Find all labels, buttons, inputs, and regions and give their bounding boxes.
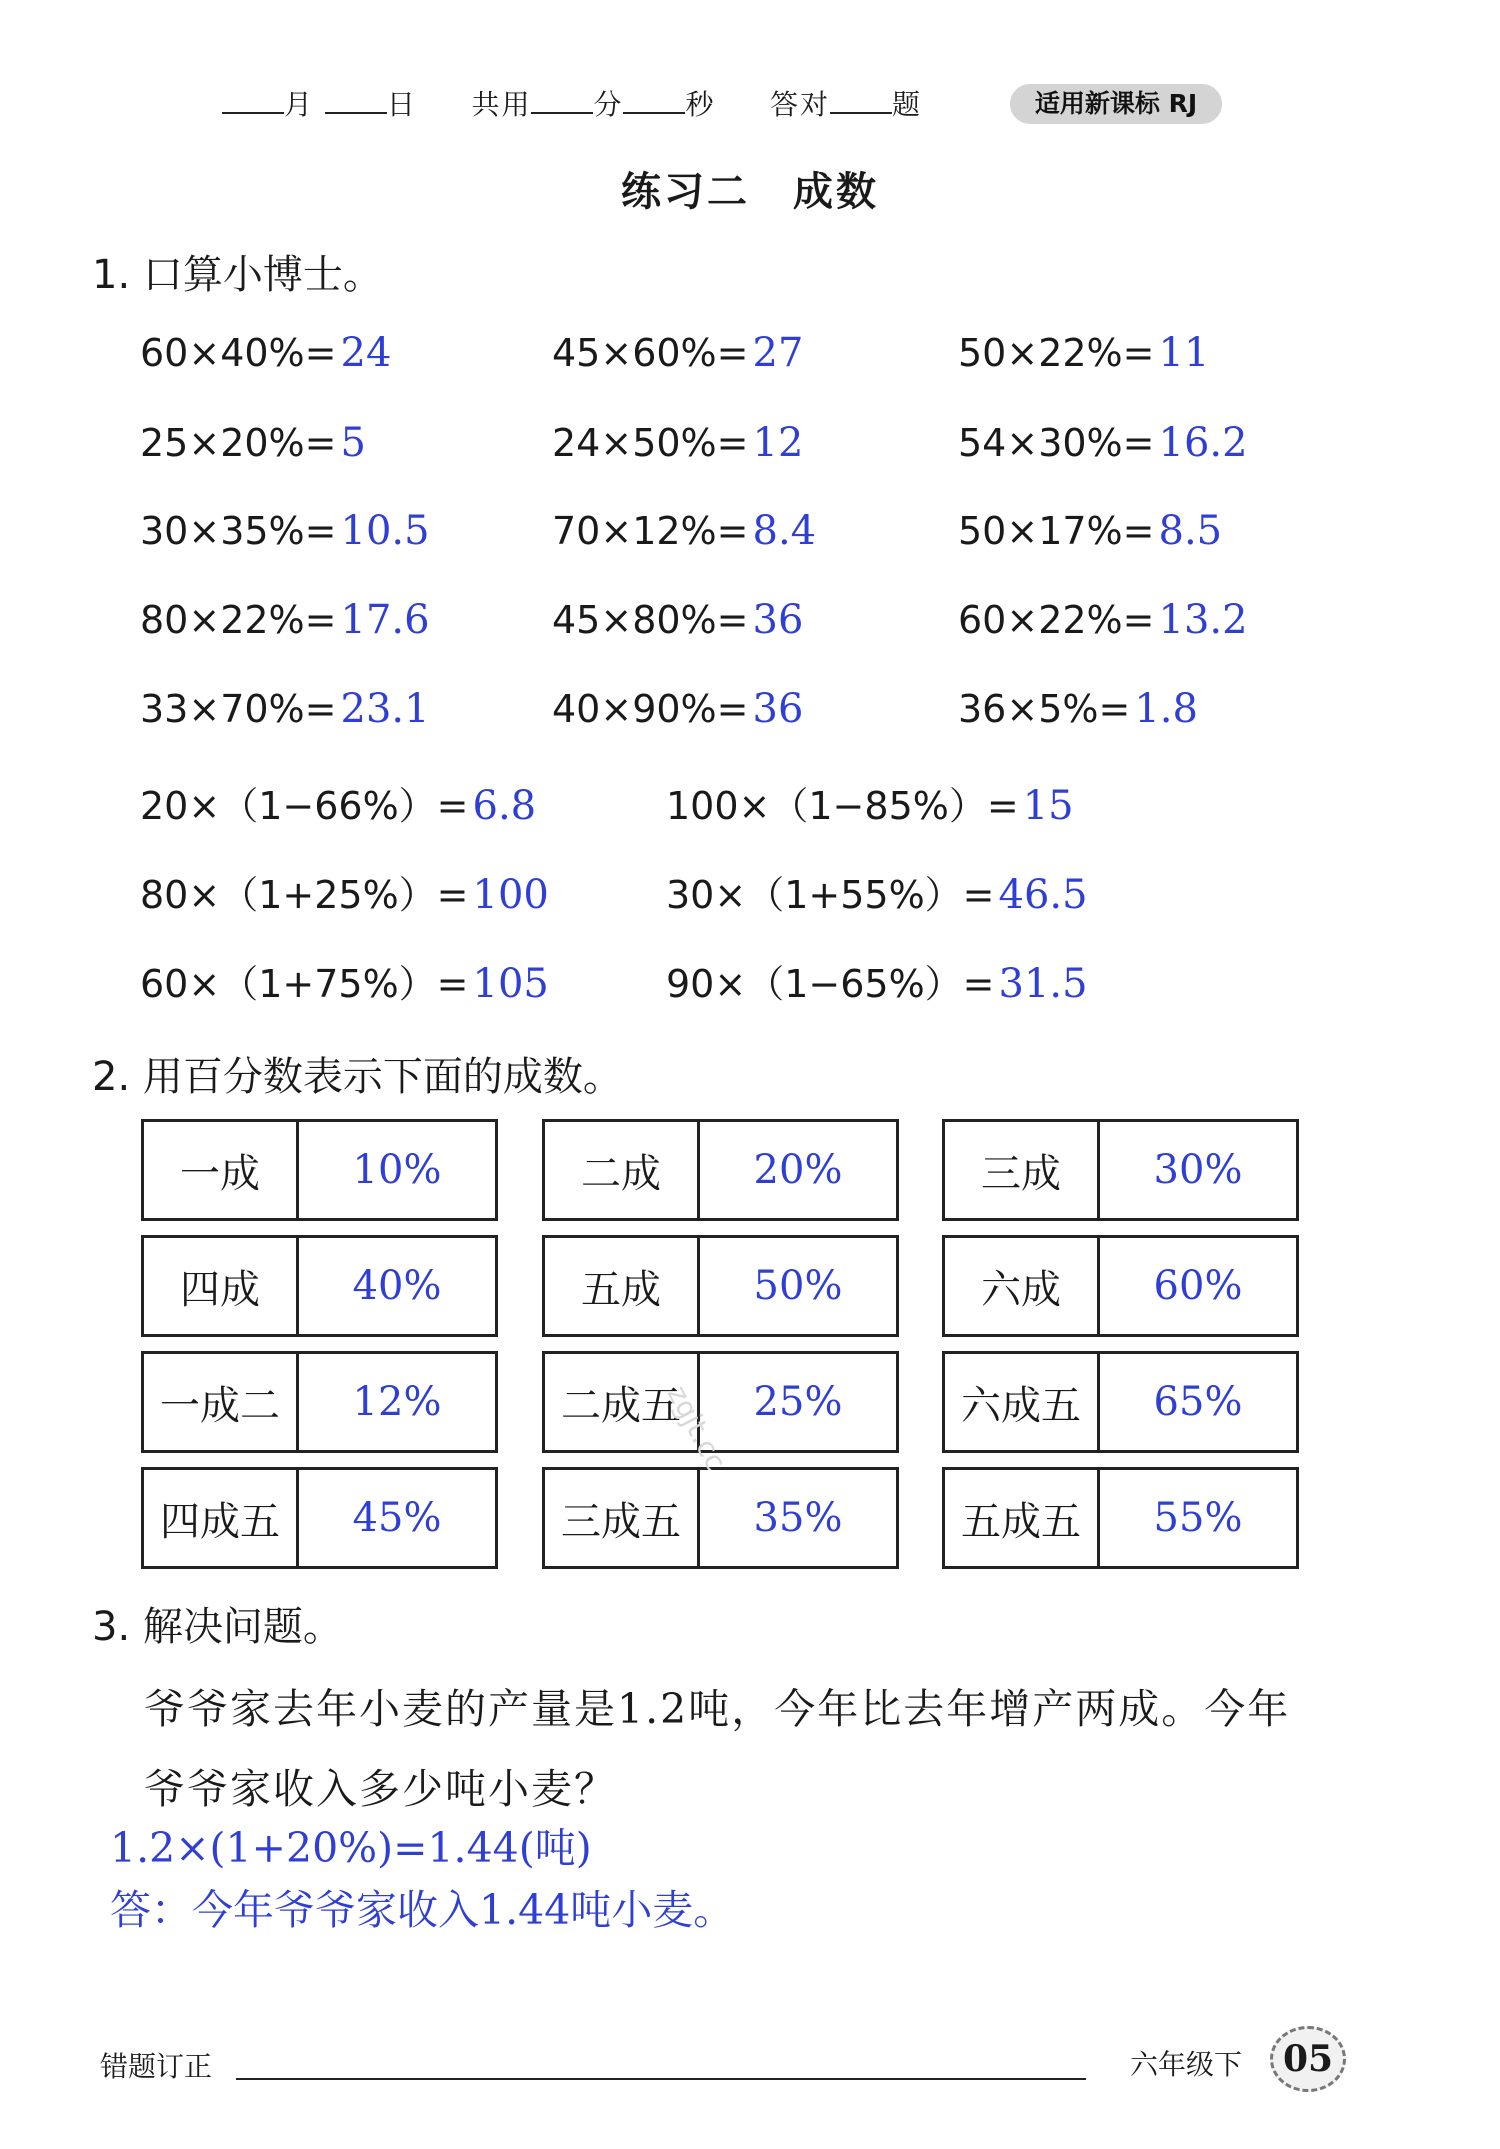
chengshu-label: 一成	[143, 1121, 298, 1220]
section2-heading: 2. 用百分数表示下面的成数。	[92, 1054, 623, 1100]
calc-item	[958, 686, 1198, 732]
problem-line-2: 爷爷家收入多少吨小麦？	[144, 1765, 617, 1813]
calc-item	[666, 864, 1088, 919]
correct-prefix: 答对	[770, 88, 831, 121]
calc-item	[140, 508, 430, 554]
chengshu-label: 六成五	[944, 1353, 1099, 1452]
month-blank[interactable]	[222, 82, 284, 114]
percent-table	[542, 1119, 899, 1221]
calc-answer: 36	[752, 597, 804, 643]
calc-item	[552, 597, 803, 643]
answer-line: 答：今年爷爷家收入1.44吨小麦。	[110, 1886, 735, 1934]
calc-answer: 8.4	[752, 508, 817, 554]
page-title: 练习二 成数	[621, 169, 879, 215]
calc-item	[666, 953, 1088, 1008]
calc-answer: 100	[472, 872, 549, 918]
calc-question: 50×22%=	[958, 331, 1155, 375]
calc-question: 45×80%=	[552, 598, 749, 642]
section3-heading: 3. 解决问题。	[92, 1604, 343, 1650]
calc-question: 50×17%=	[958, 509, 1155, 553]
question-unit: 题	[892, 88, 923, 121]
calc-item	[552, 420, 803, 466]
month-label: 月	[284, 88, 315, 121]
correction-blank[interactable]	[236, 2078, 1086, 2080]
calc-question: 24×50%=	[552, 421, 749, 465]
calc-question: 54×30%=	[958, 421, 1155, 465]
percent-value: 50%	[699, 1237, 898, 1336]
percent-value: 65%	[1099, 1353, 1298, 1452]
calc-item	[958, 508, 1222, 554]
calc-question: 60×22%=	[958, 598, 1155, 642]
percent-table	[942, 1351, 1299, 1453]
calc-answer: 16.2	[1158, 420, 1248, 466]
percent-table	[141, 1235, 498, 1337]
calc-question: 40×90%=	[552, 687, 749, 731]
calc-answer: 10.5	[340, 508, 430, 554]
section1-heading: 1. 口算小博士。	[92, 252, 383, 298]
percent-table	[141, 1351, 498, 1453]
calc-item	[958, 330, 1209, 376]
calc-answer: 27	[752, 330, 804, 376]
calc-item	[666, 775, 1074, 830]
calc-question: 25×20%=	[140, 421, 337, 465]
calc-question: 60×40%=	[140, 331, 337, 375]
percent-value: 55%	[1099, 1469, 1298, 1568]
percent-table	[542, 1235, 899, 1337]
calc-answer: 23.1	[340, 686, 430, 732]
chengshu-label: 一成二	[143, 1353, 298, 1452]
calc-answer: 6.8	[472, 783, 537, 829]
percent-table	[141, 1467, 498, 1569]
calc-question: 30×35%=	[140, 509, 337, 553]
percent-table	[542, 1467, 899, 1569]
calc-question: 70×12%=	[552, 509, 749, 553]
calc-answer: 11	[1158, 330, 1210, 376]
calc-question: 36×5%=	[958, 687, 1131, 731]
calc-answer: 105	[472, 961, 549, 1007]
percent-value: 25%	[699, 1353, 898, 1452]
calc-item	[140, 686, 430, 732]
calc-answer: 5	[340, 420, 366, 466]
chengshu-label: 三成	[944, 1121, 1099, 1220]
calc-item	[958, 597, 1248, 643]
percent-table	[942, 1467, 1299, 1569]
page-number: 05	[1270, 2026, 1346, 2092]
percent-value: 45%	[298, 1469, 497, 1568]
calc-item	[140, 864, 549, 919]
percent-table	[141, 1119, 498, 1221]
calc-question: 33×70%=	[140, 687, 337, 731]
problem-line-1: 爷爷家去年小麦的产量是1.2吨，今年比去年增产两成。今年	[144, 1685, 1291, 1733]
percent-value: 35%	[699, 1469, 898, 1568]
percent-value: 12%	[298, 1353, 497, 1452]
minute-label: 分	[593, 88, 624, 121]
time-prefix: 共用	[471, 88, 532, 121]
calc-answer: 13.2	[1158, 597, 1248, 643]
curriculum-badge: 适用新课标 RJ	[1010, 84, 1222, 124]
calc-question: 60×（1+75%）=	[140, 962, 469, 1006]
chengshu-label: 五成五	[944, 1469, 1099, 1568]
percent-value: 60%	[1099, 1237, 1298, 1336]
percent-value: 20%	[699, 1121, 898, 1220]
second-label: 秒	[685, 88, 716, 121]
calc-answer: 31.5	[998, 961, 1088, 1007]
calc-item	[140, 953, 549, 1008]
calc-item	[140, 330, 391, 376]
solution-line: 1.2×(1+20%)=1.44(吨)	[110, 1824, 592, 1872]
watermark: zgjt.cc	[660, 1380, 733, 1476]
percent-table	[942, 1235, 1299, 1337]
percent-value: 40%	[298, 1237, 497, 1336]
correct-blank[interactable]	[830, 82, 892, 114]
calc-question: 20×（1−66%）=	[140, 784, 469, 828]
chengshu-label: 三成五	[544, 1469, 699, 1568]
calc-item	[140, 420, 366, 466]
percent-table	[942, 1119, 1299, 1221]
calc-question: 45×60%=	[552, 331, 749, 375]
calc-question: 80×（1+25%）=	[140, 873, 469, 917]
calc-item	[552, 508, 816, 554]
calc-item	[552, 330, 803, 376]
header-info	[222, 82, 922, 123]
chengshu-label: 二成五	[544, 1353, 699, 1452]
chengshu-label: 二成	[544, 1121, 699, 1220]
chengshu-label: 五成	[544, 1237, 699, 1336]
correction-label: 错题订正	[100, 2050, 213, 2083]
calc-answer: 12	[752, 420, 804, 466]
second-blank[interactable]	[623, 82, 685, 114]
calc-answer: 8.5	[1158, 508, 1223, 554]
chengshu-label: 四成五	[143, 1469, 298, 1568]
calc-answer: 15	[1022, 783, 1074, 829]
calc-item	[958, 420, 1248, 466]
calc-question: 90×（1−65%）=	[666, 962, 995, 1006]
day-label: 日	[386, 88, 417, 121]
calc-question: 80×22%=	[140, 598, 337, 642]
calc-item	[140, 775, 536, 830]
grade-label: 六年级下	[1130, 2048, 1243, 2081]
calc-answer: 24	[340, 330, 392, 376]
calc-answer: 36	[752, 686, 804, 732]
chengshu-label: 六成	[944, 1237, 1099, 1336]
chengshu-label: 四成	[143, 1237, 298, 1336]
calc-question: 30×（1+55%）=	[666, 873, 995, 917]
calc-answer: 1.8	[1134, 686, 1198, 732]
minute-blank[interactable]	[531, 82, 593, 114]
percent-value: 10%	[298, 1121, 497, 1220]
calc-question: 100×（1−85%）=	[666, 784, 1019, 828]
calc-item	[140, 597, 430, 643]
calc-answer: 17.6	[340, 597, 430, 643]
percent-value: 30%	[1099, 1121, 1298, 1220]
calc-item	[552, 686, 803, 732]
calc-answer: 46.5	[998, 872, 1088, 918]
day-blank[interactable]	[325, 82, 387, 114]
